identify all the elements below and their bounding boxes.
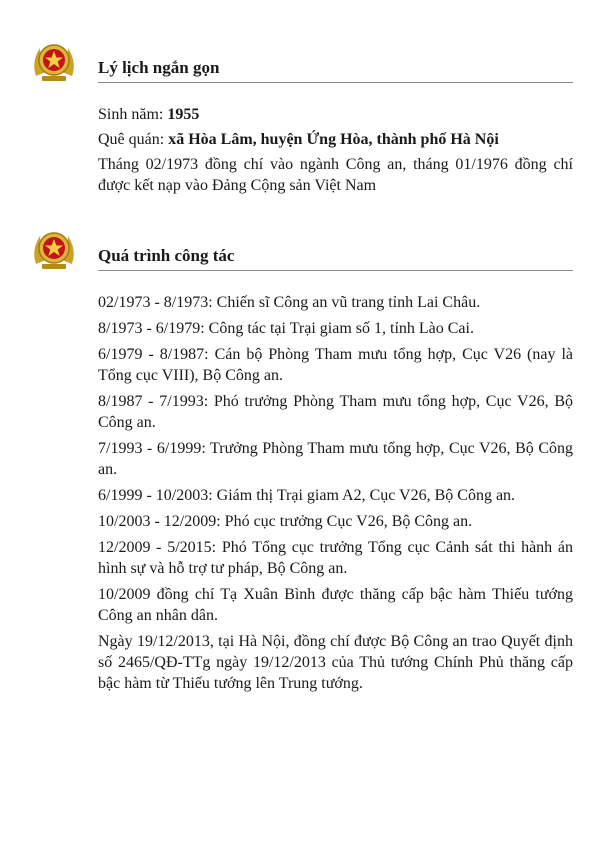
career-item: 12/2009 - 5/2015: Phó Tổng cục trưởng Tổng cục Cảnh sát thi hành án hình sự và hỗ trợ tư pháp, Bộ Công an. xyxy=(98,539,573,577)
bio-section-rule xyxy=(98,82,573,83)
career-section-rule xyxy=(98,270,573,271)
hometown-value: xã Hòa Lâm, huyện Ứng Hòa, thành phố Hà Nội xyxy=(168,131,499,148)
bio-content xyxy=(98,104,573,200)
career-item: 10/2003 - 12/2009: Phó cục trưởng Cục V26, Bộ Công an. xyxy=(98,513,473,530)
birth-label: Sinh năm: xyxy=(98,106,168,123)
hometown-line xyxy=(98,129,573,150)
police-emblem-icon xyxy=(28,224,80,276)
career-item: 02/1973 - 8/1973: Chiến sĩ Công an vũ trang tỉnh Lai Châu. xyxy=(98,294,481,311)
bio-section-title: Lý lịch ngắn gọn xyxy=(98,58,220,77)
career-timeline xyxy=(98,292,573,699)
bio-section-header xyxy=(28,36,573,96)
career-item: 6/1979 - 8/1987: Cán bộ Phòng Tham mưu tổng hợp, Cục V26 (nay là Tổng cục VIII), Bộ Công an. xyxy=(98,346,573,384)
career-item: 7/1993 - 6/1999: Trưởng Phòng Tham mưu tổng hợp, Cục V26, Bộ Công an. xyxy=(98,440,573,478)
birth-line xyxy=(98,104,573,125)
career-section-title: Quá trình công tác xyxy=(98,246,235,265)
career-item: 10/2009 đồng chí Tạ Xuân Bình được thăng cấp bậc hàm Thiếu tướng Công an nhân dân. xyxy=(98,586,573,624)
bio-summary: Tháng 02/1973 đồng chí vào ngành Công an, tháng 01/1976 đồng chí được kết nạp vào Đảng Cộng sản Việt Nam xyxy=(98,156,573,194)
hometown-label: Quê quán: xyxy=(98,131,169,148)
career-section-header xyxy=(28,224,573,284)
career-item: Ngày 19/12/2013, tại Hà Nội, đồng chí được Bộ Công an trao Quyết định số 2465/QĐ-TTg ngày 19/12/2013 của Thủ tướng Chính Phủ thăng cấp bậc hàm từ Thiếu tướng lên Trung tướng. xyxy=(98,633,573,692)
career-item: 6/1999 - 10/2003: Giám thị Trại giam A2, Cục V26, Bộ Công an. xyxy=(98,487,516,504)
career-item: 8/1987 - 7/1993: Phó trưởng Phòng Tham mưu tổng hợp, Cục V26, Bộ Công an. xyxy=(98,393,573,431)
career-item: 8/1973 - 6/1979: Công tác tại Trại giam số 1, tỉnh Lào Cai. xyxy=(98,320,474,337)
birth-value: 1955 xyxy=(167,106,200,123)
police-emblem-icon xyxy=(28,36,80,88)
